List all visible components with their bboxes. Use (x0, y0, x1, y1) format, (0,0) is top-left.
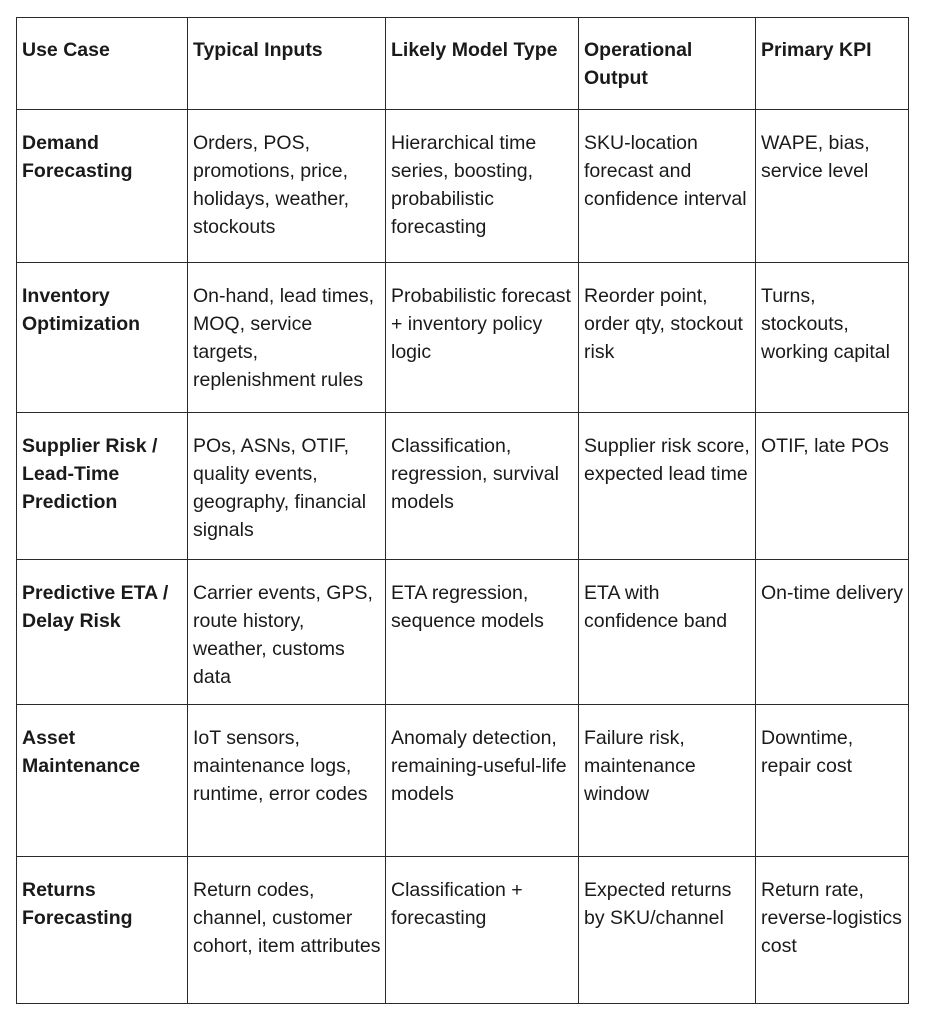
table-row (17, 705, 909, 857)
table-row (17, 857, 909, 1004)
cell-operational-output: Failure risk, maintenance window (579, 705, 756, 857)
cell-typical-inputs: IoT sensors, maintenance logs, runtime, error codes (188, 705, 386, 857)
cell-use-case: Demand Forecasting (17, 110, 188, 263)
header-operational-output: Operational Output (579, 18, 756, 110)
header-use-case: Use Case (17, 18, 188, 110)
table-row (17, 263, 909, 413)
cell-operational-output: Reorder point, order qty, stockout risk (579, 263, 756, 413)
cell-typical-inputs: Return codes, channel, customer cohort, item attributes (188, 857, 386, 1004)
cell-use-case: Supplier Risk / Lead-Time Prediction (17, 413, 188, 560)
cell-use-case: Asset Maintenance (17, 705, 188, 857)
cell-typical-inputs: Carrier events, GPS, route history, weather, customs data (188, 560, 386, 705)
cell-use-case: Predictive ETA / Delay Risk (17, 560, 188, 705)
cell-model-type: ETA regression, sequence models (386, 560, 579, 705)
header-primary-kpi: Primary KPI (756, 18, 909, 110)
table-row (17, 110, 909, 263)
cell-primary-kpi: Turns, stockouts, working capital (756, 263, 909, 413)
cell-typical-inputs: POs, ASNs, OTIF, quality events, geography, financial signals (188, 413, 386, 560)
cell-primary-kpi: Downtime, repair cost (756, 705, 909, 857)
cell-operational-output: Supplier risk score, expected lead time (579, 413, 756, 560)
cell-use-case: Inventory Optimization (17, 263, 188, 413)
header-typical-inputs: Typical Inputs (188, 18, 386, 110)
cell-typical-inputs: On-hand, lead times, MOQ, service targets, replenishment rules (188, 263, 386, 413)
cell-model-type: Classification, regression, survival models (386, 413, 579, 560)
header-likely-model-type: Likely Model Type (386, 18, 579, 110)
cell-primary-kpi: WAPE, bias, service level (756, 110, 909, 263)
cell-primary-kpi: Return rate, reverse-logistics cost (756, 857, 909, 1004)
cell-operational-output: ETA with confidence band (579, 560, 756, 705)
cell-model-type: Hierarchical time series, boosting, probabilistic forecasting (386, 110, 579, 263)
cell-typical-inputs: Orders, POS, promotions, price, holidays, weather, stockouts (188, 110, 386, 263)
cell-operational-output: SKU-location forecast and confidence interval (579, 110, 756, 263)
cell-primary-kpi: On-time delivery (756, 560, 909, 705)
cell-operational-output: Expected returns by SKU/channel (579, 857, 756, 1004)
table-row (17, 560, 909, 705)
table-row (17, 413, 909, 560)
cell-primary-kpi: OTIF, late POs (756, 413, 909, 560)
cell-model-type: Probabilistic forecast + inventory policy logic (386, 263, 579, 413)
table-header-row (17, 18, 909, 110)
use-case-table (16, 17, 909, 1004)
cell-model-type: Classification + forecasting (386, 857, 579, 1004)
cell-model-type: Anomaly detection, remaining-useful-life models (386, 705, 579, 857)
cell-use-case: Returns Forecasting (17, 857, 188, 1004)
